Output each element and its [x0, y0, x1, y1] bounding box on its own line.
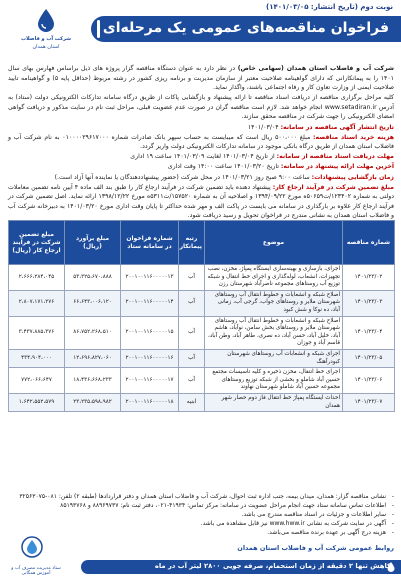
- estimate-cell: ۸۶،۷۵۲،۲۶۸،۵۱۰: [65, 316, 121, 349]
- col-header-grade: رتبه پیمانکار: [179, 221, 205, 265]
- tender-no-cell: ۱۴۰۱/۲۳/۰۴: [343, 316, 395, 349]
- opening-time-line: [8, 173, 394, 183]
- publication-turn: نوبت دوم (تاریخ انتشار: ۱۴۰۱/۰۳/۰۵): [265, 3, 393, 11]
- note-setad-contact: - اطلاعات تماس سامانه ستاد جهت انجام مراحل عضویت در سامانه: مرکز تماس: ۴۱۹۳۴-۰۲۱، دفتر ثبت نام: ۸۸۹۶۹۷۳۷ و ۸۵۱۹۳۷۶۸: [8, 501, 394, 510]
- col-header-subject: موضوع: [205, 221, 343, 265]
- publish-date-value: ۱۴۰۱/۰۳/۰۴: [247, 123, 279, 131]
- notice-body: [8, 64, 394, 222]
- intro-paragraph: [8, 64, 394, 93]
- tender-no-cell: ۱۴۰۱/۲۳/۰۳: [343, 290, 395, 316]
- guarantee-cell: ۱،۶۴۲،۵۵۲،۵۷۹: [9, 393, 65, 411]
- title-banner: [91, 16, 401, 42]
- bid-deadline-label: آخرین مهلت ارائه پیشنهاد در سامانه:: [280, 163, 394, 171]
- col-header-guarantee: مبلغ تضمین شرکت در فرآیند ارجاع کار (ریال): [9, 221, 65, 265]
- guarantee-cell: ۳،۴۳۷،۸۸۵،۳۷۶: [9, 316, 65, 349]
- estimate-cell: ۱۸،۴۳۶،۶۶۸،۲۳۳: [65, 368, 121, 394]
- table-row: [9, 349, 395, 367]
- doc-deadline-value: از تاریخ ۱۴۰۱/۰۳/۰۴ لغایت ۱۴۰۱/۰۳/۰۹ ساعت ۱۹ اداری: [130, 153, 275, 161]
- grade-cell: آب: [179, 368, 205, 394]
- grade-cell: آب: [179, 290, 205, 316]
- subject-cell: اجرای شبکه و انشعابات آب روستاهای شهرستان کبودرآهنگ: [205, 349, 343, 367]
- subject-cell: اجرای خط انتقال، مخزن ذخیره و کلیه تاسیسات مجتمع حسین آباد شاملو و بخشی از شبکه توزیع روستاهای مجموعه حسین آباد شاملو شهرستان نهاوند: [205, 368, 343, 394]
- campaign-caption: ستاد مدیریت مصرف آب و آموزش همگانی: [11, 566, 61, 576]
- bid-deadline-value: تاریخ ۱۴۰۱/۰۳/۲۰ ساعت ۱۴:۰۰ وقت اداری: [167, 163, 279, 171]
- subject-cell: اصلاح شبکه و انشعابات و خطوط انتقال آب روستاهای شهرستان ملایر و روستاهای جواب، گرجی آب، زمانی آباد، ده نوکا و شش کبود: [205, 290, 343, 316]
- doc-deadline-line: [8, 152, 394, 162]
- guarantee-label: مبلغ تضمین شرکت در فرآیند ارجاع کار:: [272, 183, 394, 191]
- bid-deadline-line: [8, 162, 394, 172]
- campaign-banner: [81, 560, 401, 574]
- table-row: [9, 265, 395, 291]
- subject-cell: اجرای، بازسازی و بهینه‌سازی ایستگاه پمپاژ، مخزن، نصب تجهیزات، انشعاب، لوله‌گذاری و اجرای خط انتقال و شبکه توزیع آب روستاهای مجموعه ناصرآباد شهرستان رزن: [205, 265, 343, 291]
- estimate-cell: ۵۳،۳۲۵،۶۷۰،۸۸۸: [65, 265, 121, 291]
- table-row: [9, 393, 395, 411]
- estimate-cell: ۲۳،۲۳۵،۵۹۸،۹۸۲: [65, 393, 121, 411]
- setad-no-cell: ۲۰۰۱۰۰۱۱۶۰۰۰۰۰۱۳: [121, 265, 179, 291]
- setad-no-cell: ۲۰۰۱۰۰۱۱۶۰۰۰۰۰۱۷: [121, 368, 179, 394]
- opening-time-label: زمان بازگشایی پیشنهادات:: [311, 173, 394, 181]
- notes-list: [8, 492, 394, 537]
- public-relations-signature: روابط عمومی شرکت آب و فاضلاب استان همدان: [237, 544, 394, 552]
- tender-no-cell: ۱۴۰۱/۲۳/۰۷: [343, 393, 395, 411]
- table-row: [9, 290, 395, 316]
- note-more-info: - سایر اطلاعات و جزئیات در اسناد مناقصه مندرج می باشد.: [8, 510, 394, 519]
- grade-cell: آب: [179, 265, 205, 291]
- guarantee-value: پیشنهاد دهنده باید تضمین شرکت در فرآیند ارجاع کار را طبق بند الف ماده ۴ آیین نامه تضمین معاملات دولتی به شماره ۱۲۳۴۰۲/ت۵۰۶۵۹ه مورخ ۱۳۹۴/۰۹/۲۲ و اصلاحیه آن به شماره ۱۵۷۵۲۰/ت۵۳۱۱ه مورخ ۱۳۹۸/۱۲/۲۲ ارائه نماید. اصل تضمین شرکت در فرآیند ارجاع کار علاوه بر بارگذاری در سامانه می بایست در پاکت الف و مهر شده حداکثر تا پایان وقت اداری مورخ ۱۴۰۱/۰۳/۲۰ به دبیرخانه شرکت آب و فاضلاب استان همدان به نشانی مندرج در فراخوان تحویل و رسید دریافت شود.: [8, 183, 394, 220]
- subject-cell: احداث ایستگاه پمپاژ خط انتقال فاز دوم حصار شهر همدان: [205, 393, 343, 411]
- guarantee-cell: ۷۷۲،۰۶۶،۶۴۷: [9, 368, 65, 394]
- campaign-logo-icon: [8, 535, 56, 565]
- notice-title: فراخوان مناقصه‌های عمومی یک مرحله‌ای: [102, 20, 389, 36]
- setad-no-cell: ۲۰۰۱۰۰۱۱۶۰۰۰۰۰۱۵: [121, 316, 179, 349]
- note-ad-cost: - هزینه درج آگهی بر عهده برنده مناقصه می‌باشد.: [8, 528, 394, 537]
- company-logo: [8, 8, 84, 58]
- table-header-row: [9, 221, 395, 265]
- guarantee-cell: ۲،۶۶۶،۲۸۴،۰۴۵: [9, 265, 65, 291]
- publish-date-line: [8, 123, 394, 133]
- col-header-estimate: مبلغ برآورد (ریال): [65, 221, 121, 265]
- grade-cell: ابنیه: [179, 393, 205, 411]
- col-header-setad-no: شماره فراخوان در سامانه ستاد: [121, 221, 179, 265]
- guarantee-line: [8, 183, 394, 221]
- water-drop-icon: [36, 8, 56, 34]
- intro-text: در نظر دارد به عنوان دستگاه مناقصه گزار پروژه های ذیل براساس فهارس بهای سال ۱۴۰۱ را به پیمانکارانی که دارای گواهینامه صلاحیت معتبر از سازمان مدیریت و برنامه ریزی کشور در رشته مربوط (حداقل پایه ۵) و گواهینامه تایید صلاحیت ایمنی از وزارت تعاون کار و رفاه اجتماعی باشند، واگذار نماید.: [8, 65, 394, 92]
- procedure-paragraph: کلیه مراحل برگزاری مناقصه از دریافت اسناد مناقصه تا ارائه پیشنهاد و بازگشایی پاکات از طریق درگاه سامانه تدارکات الکترونیکی دولت (ستاد) به آدرس www.setadiran.ir انجام خواهد شد. لازم است مناقصه گران در صورت عدم عضویت قبلی، مراحل ثبت نام در سایت مذکور و دریافت گواهی امضای الکترونیکی را جهت شرکت در مناقصه محقق سازند.: [8, 94, 395, 121]
- table-row: [9, 368, 395, 394]
- notice-header: [0, 0, 401, 62]
- estimate-cell: ۶۶،۶۴۳،۰۰۶،۱۲۰: [65, 290, 121, 316]
- issuer-name: شرکت آب و فاضلاب استان همدان (سهامی خاص): [237, 65, 395, 72]
- grade-cell: آب: [179, 316, 205, 349]
- setad-no-cell: ۲۰۰۱۰۰۱۱۶۰۰۰۰۰۱۸: [121, 393, 179, 411]
- estimate-cell: ۱۲،۶۹۶،۸۲۷،۰۶۰: [65, 349, 121, 367]
- guarantee-cell: ۲،۸۰۷،۱۷۱،۲۷۶: [9, 290, 65, 316]
- tender-no-cell: ۱۴۰۱/۲۳/۰۲: [343, 265, 395, 291]
- doc-deadline-label: مهلت دریافت اسناد مناقصه از سامانه:: [276, 153, 394, 161]
- logo-text-line1: شرکت آب و فاضلاب: [20, 36, 72, 42]
- table-row: [9, 316, 395, 349]
- doc-fee-value: مبلغ ۵۰۰،۰۰۰ ریال است که میبایست به حساب سپهر بانک صادرات شماره ۰۱۰۰۰۰۲۹۶۱۷۰۰۰ به نام شرکت آب و فاضلاب استان همدان از طریق درگاه بانکی موجود در سامانه تدارکات الکترونیکی دولت واریز گردد.: [8, 133, 394, 151]
- publish-date-label: تاریخ انتشار آگهی مناقصه در سامانه:: [280, 123, 394, 131]
- tender-no-cell: ۱۴۰۱/۲۳/۰۶: [343, 368, 395, 394]
- note-website: - آگهی در سایت شرکت به نشانی www.hww.ir نیز قابل مشاهده می باشد.: [8, 519, 394, 528]
- tenders-table: [8, 220, 395, 412]
- opening-time-value: ساعت ۹:۰۰ صبح روز ۱۴۰۱/۰۳/۲۱ در محل شرکت (حضور پیشنهاددهندگان یا نماینده آنها آزاد است.): [54, 173, 310, 181]
- guarantee-cell: ۴۳۴،۹۰۴،۰۰۰: [9, 349, 65, 367]
- note-address: - نشانی مناقصه گزار: همدان، میدان بیمه، جنب اداره ثبت احوال، شرکت آب و فاضلاب استان همدان و دفتر قراردادها (طبقه ۲) تلفن: ۰۸۱-۳۲۵۶۳۰۷۵: [8, 492, 394, 501]
- tender-no-cell: ۱۴۰۱/۲۳/۰۵: [343, 349, 395, 367]
- subject-cell: اصلاح شبکه و انشعابات و خطوط انتقال آب روستاهای شهرستان ملایر و روستاهای بخش سامن، نوآباد، هاشم آباد، خلیل آباد، حسن آباد، ده نصری، طاهر آباد، وطن آباد، قاسم آباد و جوزان: [205, 316, 343, 349]
- logo-text-line2: استان همدان: [32, 44, 60, 50]
- campaign-text: کاهش تنها ۲ دقیقه از زمان استحمام، صرفه جویی ۲۸۰۰ لیتر آب در ماه: [154, 562, 391, 570]
- doc-fee-label: هزینه خرید اسناد مناقصه:: [313, 133, 394, 141]
- col-header-tender-no: شماره مناقصه: [343, 221, 395, 265]
- setad-no-cell: ۲۰۰۱۰۰۱۱۶۰۰۰۰۰۱۶: [121, 349, 179, 367]
- doc-fee-line: [8, 133, 394, 152]
- grade-cell: آب: [179, 349, 205, 367]
- setad-no-cell: ۲۰۰۱۰۰۱۱۶۰۰۰۰۰۱۴: [121, 290, 179, 316]
